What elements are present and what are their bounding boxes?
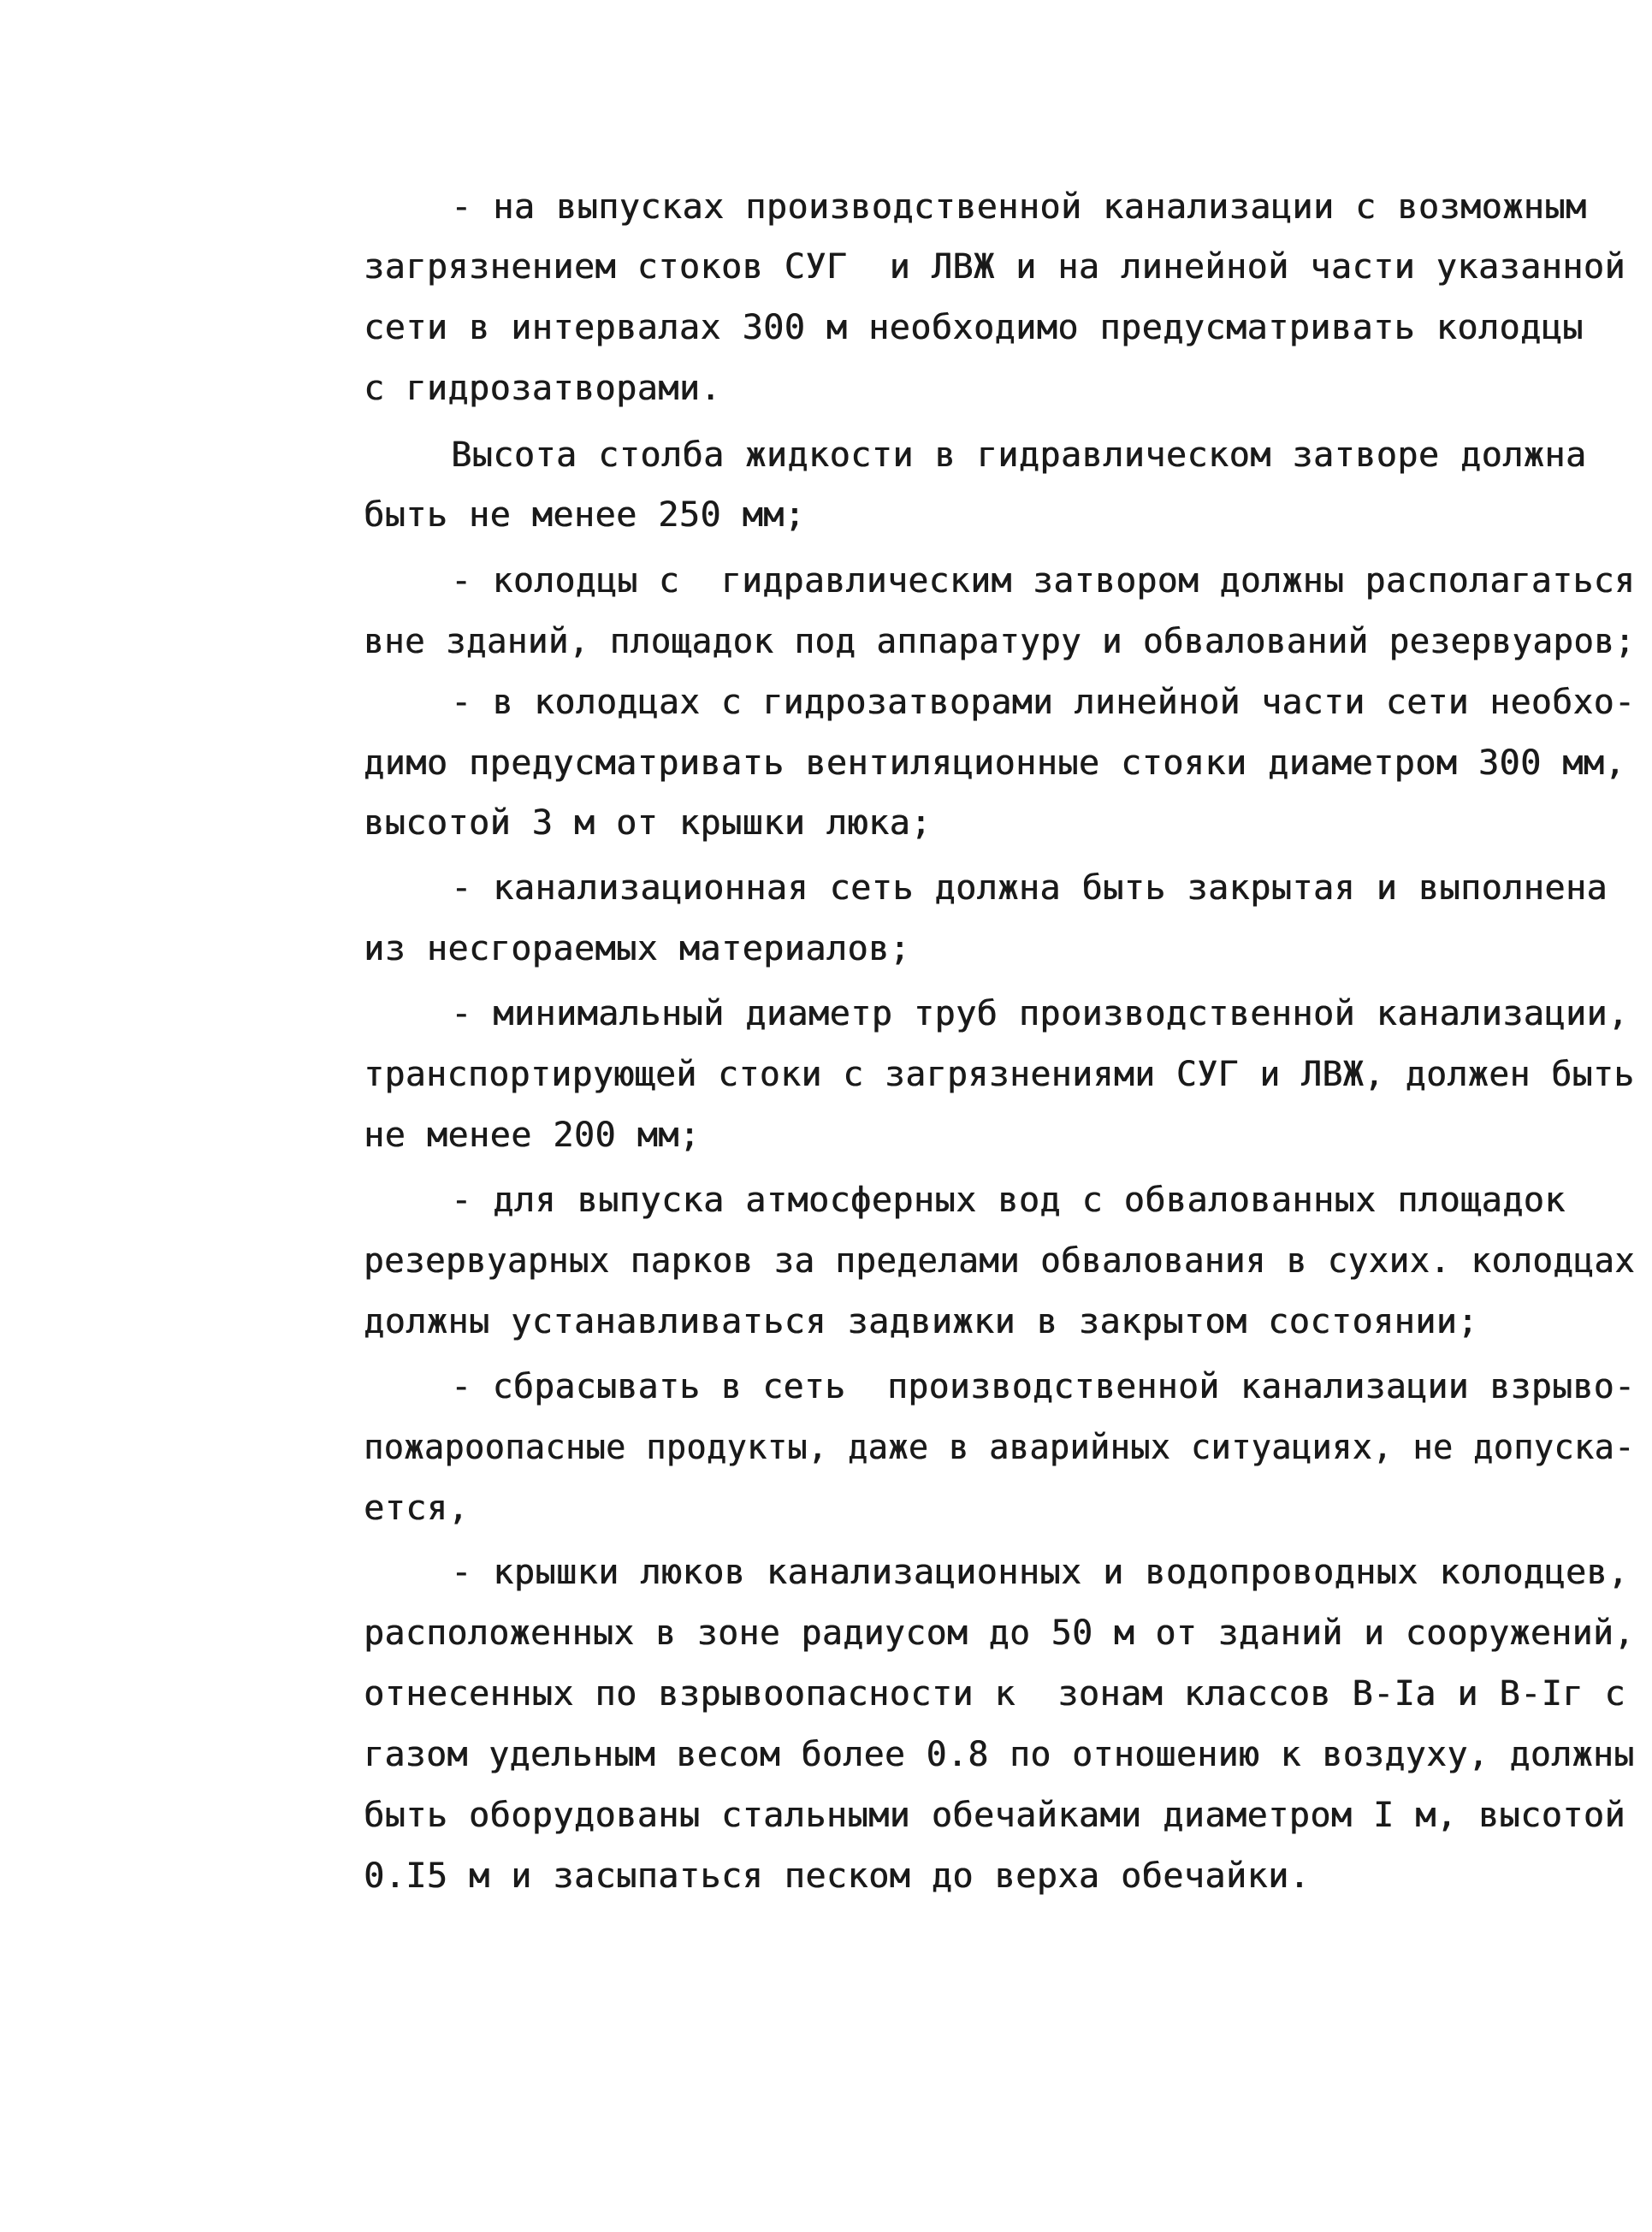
text-line: - на выпусках производственной канализации с возможным [451,187,1587,227]
text-line: из несгораемых материалов; [364,929,911,968]
text-line: с гидрозатворами. [364,369,721,408]
text-line: 0.I5 м и засыпаться песком до верха обечайки. [364,1856,1311,1896]
text-line: транспортирующей стоки с загрязнениями СУГ и ЛВЖ, должен быть [364,1055,1635,1094]
text-line: высотой 3 м от крышки люка; [364,803,932,843]
text-line: вне зданий, площадок под аппаратуру и обвалований резервуаров; [364,622,1636,661]
text-line: газом удельным весом более 0.8 по отношению к воздуху, должны [364,1735,1635,1774]
text-line: быть оборудованы стальными обечайками диаметром I м, высотой [364,1796,1625,1835]
text-line: должны устанавливаться задвижки в закрытом состоянии; [364,1302,1478,1341]
text-line: загрязнением стоков СУГ и ЛВЖ и на линейной части указанной [364,247,1625,287]
text-line: сети в интервалах 300 м необходимо предусматривать колодцы [364,308,1584,347]
text-line: - канализационная сеть должна быть закрытая и выполнена [451,868,1608,908]
text-line: - минимальный диаметр труб производственной канализации, [451,994,1629,1033]
text-line: - для выпуска атмосферных вод с обвалованных площадок [451,1181,1566,1220]
text-line: быть не менее 250 мм; [364,495,806,535]
text-line: димо предусматривать вентиляционные стояки диаметром 300 мм, [364,743,1625,783]
text-line: - крышки люков канализационных и водопроводных колодцев, [451,1553,1629,1592]
text-line: - в колодцах с гидрозатворами линейной части сети необхо- [451,683,1636,722]
text-line: отнесенных по взрывоопасности к зонам классов В-Iа и В-Iг с [364,1674,1625,1714]
text-line: - сбрасывать в сеть производственной канализации взрыво- [451,1367,1636,1406]
text-line: резервуарных парков за пределами обвалования в сухих. колодцах [364,1241,1636,1281]
text-line: пожароопасные продукты, даже в аварийных ситуациях, не допуска- [364,1428,1635,1467]
text-line: Высота столба жидкости в гидравлическом затворе должна [451,435,1587,475]
text-line: - колодцы с гидравлическим затвором должны располагаться [451,561,1636,601]
text-line: расположенных в зоне радиусом до 50 м от зданий и сооружений, [364,1613,1635,1653]
text-line: не менее 200 мм; [364,1116,701,1155]
text-line: ется, [364,1489,469,1528]
